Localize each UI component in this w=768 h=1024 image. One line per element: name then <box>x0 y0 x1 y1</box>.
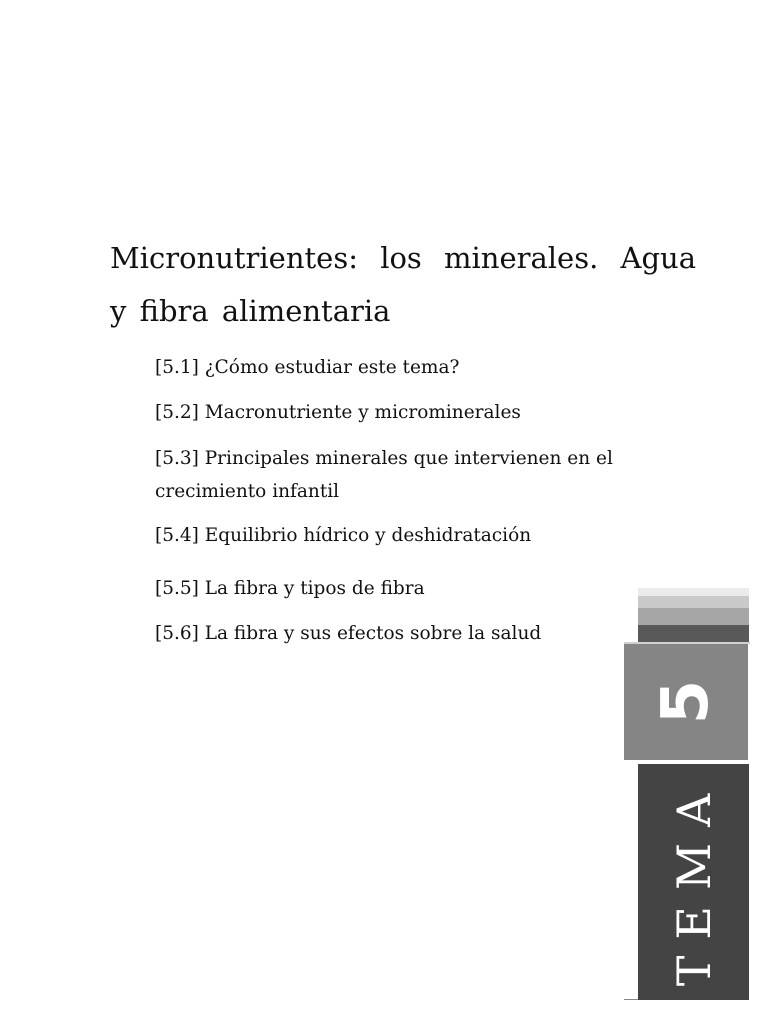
toc-item: [5.1] ¿Cómo estudiar este tema? <box>155 357 460 378</box>
chapter-tab <box>624 588 750 1002</box>
chapter-title: Micronutrientes: los minerales. Agua y fibra alimentaria <box>110 241 696 328</box>
tab-stripe <box>638 596 749 608</box>
toc-item: [5.6] La fibra y sus efectos sobre la salud <box>155 623 542 644</box>
chapter-number: 5 <box>649 679 723 725</box>
tab-divider <box>624 999 638 1000</box>
chapter-number-box <box>624 644 748 760</box>
toc-item: [5.2] Macronutriente y microminerales <box>155 402 521 423</box>
toc-item: [5.5] La fibra y tipos de fibra <box>155 578 425 599</box>
tab-stripe <box>638 608 749 625</box>
tab-stripe <box>638 625 749 642</box>
chapter-label: TEMA <box>667 777 721 987</box>
toc-item: [5.4] Equilibrio hídrico y deshidratación <box>155 525 532 546</box>
tab-stripe <box>638 588 749 596</box>
chapter-label-box <box>638 764 749 1000</box>
toc-item: [5.3] Principales minerales que intervienen en el crecimiento infantil <box>155 448 613 502</box>
